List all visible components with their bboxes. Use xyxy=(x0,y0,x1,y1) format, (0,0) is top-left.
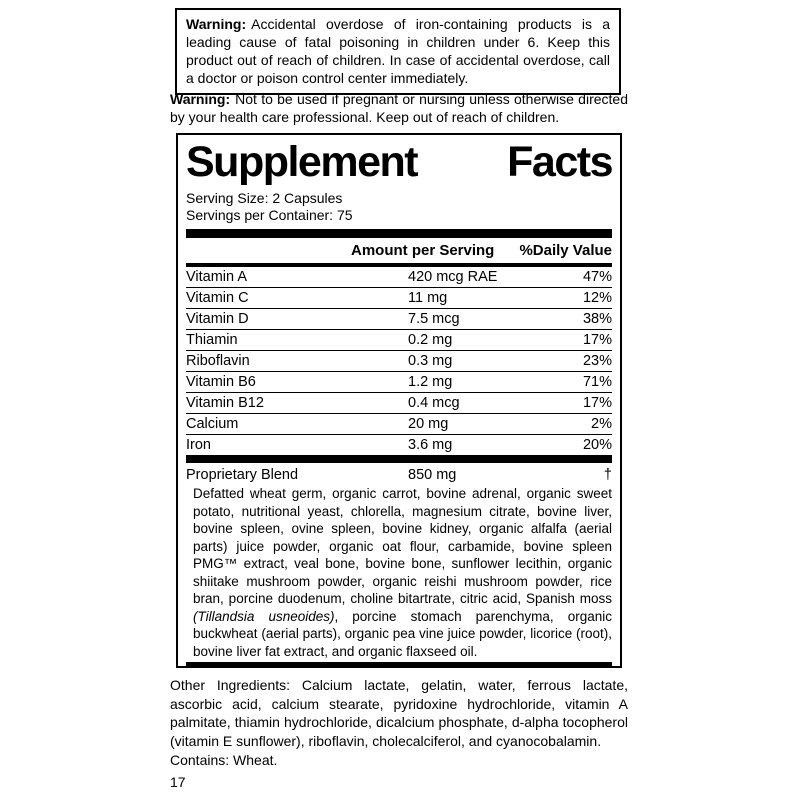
nutrient-daily-value: 17% xyxy=(582,395,612,411)
blend-description-part1: Defatted wheat germ, organic carrot, bovine adrenal, organic sweet potato, nutritional yeast, chlorella, magnesium citrate, bovine liver, bovine spleen, ovine spleen, bovine kidney, organic alfalfa (aerial parts) juice powder, organic oat flour, carbamide, bovine spleen PMG™ extract, veal bone, bovine bone, sunflower lecithin, organic shiitake mushroom powder, organic reishi mushroom powder, rice bran, porcine duodenum, choline bitartrate, citric acid, Spanish moss xyxy=(193,486,612,606)
nutrient-daily-value: 38% xyxy=(582,311,612,327)
blend-description-latin-name: (Tillandsia usneoides) xyxy=(193,608,335,624)
blend-description xyxy=(193,485,612,660)
contains-statement: Contains: Wheat. xyxy=(170,752,278,768)
nutrient-daily-value: 17% xyxy=(582,332,612,348)
column-header-amount: Amount per Serving xyxy=(351,242,495,259)
supplement-facts-title xyxy=(186,140,612,184)
blend-description-part2: , porcine stomach parenchyma, organic buckwheat (aerial parts), organic pea vine juice powder, licorice (root), bovine liver fat extract, and organic flaxseed oil. xyxy=(193,608,612,659)
nutrient-amount: 11 mg xyxy=(408,290,448,306)
nutrient-row xyxy=(186,309,612,330)
nutrient-daily-value: 12% xyxy=(582,290,612,306)
nutrient-row xyxy=(186,351,612,372)
nutrient-row xyxy=(186,414,612,435)
nutrient-daily-value: 23% xyxy=(582,353,612,369)
serving-size: Serving Size: 2 Capsules xyxy=(186,190,343,206)
nutrient-amount: 20 mg xyxy=(408,416,449,432)
blend-daily-value-dagger: † xyxy=(603,467,612,483)
nutrient-name: Thiamin xyxy=(186,332,238,348)
warning-pregnancy-text: Not to be used if pregnant or nursing unless otherwise directed by your health care professional. Keep out of reach of children. xyxy=(170,91,628,125)
nutrient-daily-value: 47% xyxy=(582,269,612,285)
nutrient-name: Vitamin C xyxy=(186,290,249,306)
thick-divider-blend xyxy=(186,455,612,463)
blend-name: Proprietary Blend xyxy=(186,467,299,483)
nutrient-name: Vitamin B12 xyxy=(186,395,264,411)
warning-pregnancy xyxy=(170,90,628,126)
nutrient-name: Vitamin D xyxy=(186,311,249,327)
blend-amount: 850 mg xyxy=(408,467,457,483)
warning-iron-label: Warning: xyxy=(186,16,247,32)
proprietary-blend-row xyxy=(186,463,612,485)
nutrient-amount: 1.2 mg xyxy=(408,374,453,390)
page-number: 17 xyxy=(170,774,186,790)
other-ingredients: Other Ingredients: Calcium lactate, gelatin, water, ferrous lactate, ascorbic acid, calcium stearate, pyridoxine hydrochloride, vitamin A palmitate, thiamin hydrochloride, dicalcium phosphate, d-alpha tocopherol (vitamin E sunflower), riboflavin, cholecalciferol, and cyanocobalamin. xyxy=(170,677,628,749)
servings-per-container: Servings per Container: 75 xyxy=(186,207,353,223)
nutrient-name: Vitamin B6 xyxy=(186,374,256,390)
nutrient-table xyxy=(186,267,612,455)
warning-pregnancy-label: Warning: xyxy=(170,91,231,107)
nutrient-daily-value: 71% xyxy=(582,374,612,390)
thick-divider-footnote xyxy=(186,662,612,668)
nutrient-row xyxy=(186,393,612,414)
supplement-facts-panel xyxy=(176,133,622,668)
nutrient-amount: 420 mcg RAE xyxy=(408,269,498,285)
nutrient-name: Calcium xyxy=(186,416,239,432)
nutrient-amount: 3.6 mg xyxy=(408,437,453,453)
nutrient-daily-value: 20% xyxy=(582,437,612,453)
nutrient-amount: 0.3 mg xyxy=(408,353,453,369)
warning-box-iron xyxy=(175,8,621,95)
warning-iron-text: Accidental overdose of iron-containing products is a leading cause of fatal poisoning in children under 6. Keep this product out of reach of children. In case of accidental overdose, call a doctor or poison control center immediately. xyxy=(186,16,610,86)
facts-column-headers xyxy=(186,238,612,263)
nutrient-amount: 0.4 mcg xyxy=(408,395,460,411)
nutrient-row xyxy=(186,372,612,393)
column-header-daily-value: %Daily Value xyxy=(519,242,612,259)
nutrient-name: Iron xyxy=(186,437,211,453)
title-word-supplement: Supplement xyxy=(186,138,418,186)
nutrient-row xyxy=(186,288,612,309)
nutrient-amount: 0.2 mg xyxy=(408,332,453,348)
thick-divider-top xyxy=(186,229,612,238)
nutrient-name: Vitamin A xyxy=(186,269,247,285)
nutrient-name: Riboflavin xyxy=(186,353,250,369)
title-word-facts: Facts xyxy=(507,138,612,186)
nutrient-daily-value: 2% xyxy=(591,416,612,432)
nutrient-row xyxy=(186,330,612,351)
nutrient-amount: 7.5 mcg xyxy=(408,311,460,327)
nutrient-row xyxy=(186,267,612,288)
nutrient-row xyxy=(186,435,612,455)
